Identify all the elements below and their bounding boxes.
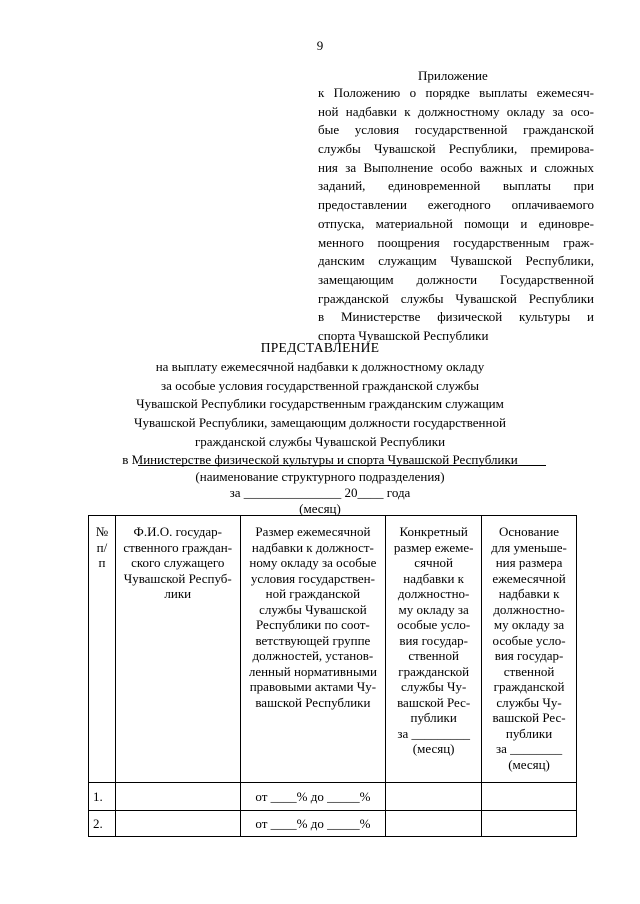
- period-line: за _______________ 20____ года: [229, 485, 411, 500]
- row-range: от ____% до _____%: [240, 783, 386, 811]
- header-line: Ф.И.О. государ-: [133, 524, 222, 539]
- appendix-line: данским служащим Чувашской Республики,: [318, 253, 594, 269]
- header-line: (месяц): [412, 741, 455, 756]
- subtitle-line: на выплату ежемесячной надбавки к должностному окладу: [155, 359, 485, 374]
- department-fill-line: [138, 465, 546, 466]
- header-line: вия государ-: [399, 632, 468, 648]
- appendix-line: замещающим должности Государственной: [318, 271, 594, 287]
- table-row: [89, 783, 577, 811]
- header-line: правовыми актами Чу-: [249, 679, 377, 694]
- allowance-table: [88, 515, 577, 837]
- subtitle-line: в Министерстве физической культуры и спорта Чувашской Республики: [122, 452, 518, 468]
- header-line: вашской Республики: [255, 694, 371, 710]
- appendix-line: заданий, единовременной выплаты при: [318, 178, 594, 194]
- header-line: особые усло-: [397, 617, 471, 632]
- header-line: ственной: [408, 648, 459, 663]
- header-line: надбавки к: [498, 586, 560, 601]
- header-line: особые усло-: [492, 632, 566, 648]
- header-line: сячной: [414, 555, 453, 570]
- header-line: надбавки к: [403, 570, 464, 586]
- header-line: службы Чувашской: [259, 601, 367, 617]
- appendix-line: службы Чувашской Республики, премирова-: [318, 141, 594, 157]
- table-row: [89, 811, 577, 837]
- header-fio: [115, 516, 240, 783]
- header-allowance-range: [240, 516, 386, 783]
- header-number: [89, 516, 116, 783]
- header-line: (месяц): [508, 756, 550, 772]
- header-line: Конкретный: [399, 524, 468, 539]
- header-line: ветствующей группе: [255, 632, 371, 648]
- header-line: п/: [96, 539, 108, 555]
- header-line: вия государ-: [494, 648, 564, 663]
- row-fio: [115, 811, 240, 837]
- appendix-line: в Министерстве физической культуры и: [318, 309, 594, 325]
- header-line: службы Чу-: [496, 694, 562, 710]
- appendix-line: бые условия государственной гражданской: [318, 122, 594, 138]
- row-reason: [482, 783, 577, 811]
- header-line: должностей, установ-: [252, 648, 374, 663]
- appendix-line: спорта Чувашской Республики: [318, 327, 489, 343]
- row-amount: [386, 811, 482, 837]
- appendix-line: гражданской службы Чувашской Республики: [318, 290, 594, 306]
- row-reason: [482, 811, 577, 837]
- page-number: 9: [316, 38, 324, 53]
- subtitle-line: гражданской службы Чувашской Республики: [194, 433, 446, 449]
- header-line: условия государствен-: [250, 570, 375, 586]
- header-line: вашской Рес-: [492, 710, 566, 725]
- header-line: ственной: [503, 663, 555, 679]
- row-fio: [115, 783, 240, 811]
- header-line: лики: [164, 586, 192, 601]
- header-line: вашской Рес-: [397, 694, 471, 710]
- header-line: службы Чу-: [401, 679, 467, 694]
- header-line: ному окладу за особые: [249, 555, 377, 570]
- header-line: Республики по соот-: [255, 617, 370, 632]
- month-caption: (месяц): [299, 501, 341, 516]
- appendix-line: к Положению о порядке выплаты ежемесяч-: [318, 85, 594, 100]
- subtitle-line: Чувашской Республики, замещающим должности государственной: [134, 415, 506, 431]
- header-line: публики: [505, 725, 553, 741]
- appendix-line: ния за Выполнение особо важных и сложных: [318, 159, 594, 175]
- header-line: п: [98, 555, 106, 570]
- appendix-line: отпуска, материальной помощи и единовре-: [318, 215, 594, 231]
- header-line: гражданской: [493, 679, 565, 694]
- table-header-row: [89, 516, 577, 783]
- header-line: публики: [410, 710, 457, 725]
- header-line: Размер ежемесячной: [255, 524, 371, 539]
- appendix-line: менного поощрения государственным граж-: [318, 234, 594, 250]
- row-amount: [386, 783, 482, 811]
- header-line: ния размера: [495, 555, 563, 570]
- header-line: гражданской: [398, 663, 470, 679]
- row-number: 1.: [89, 783, 116, 811]
- row-range: от ____% до _____%: [240, 811, 386, 837]
- department-caption: (наименование структурного подразделения): [195, 469, 445, 484]
- header-line: ленный нормативными: [248, 663, 377, 679]
- header-line: для уменьше-: [491, 539, 567, 555]
- header-line: должностно-: [493, 601, 565, 617]
- subtitle-line: за особые условия государственной гражданской службы: [161, 377, 479, 393]
- header-line: размер ежеме-: [393, 539, 474, 555]
- header-line: за _________: [397, 725, 470, 741]
- appendix-line: предоставлении ежегодного оплачиваемого: [318, 197, 594, 213]
- header-line: ежемесячной: [492, 570, 566, 586]
- document-title: ПРЕДСТАВЛЕНИЕ: [260, 340, 380, 355]
- appendix-line: ной надбавки к должностному окладу за осо-: [318, 103, 594, 119]
- header-specific-amount: [386, 516, 482, 783]
- header-line: должностно-: [397, 586, 470, 601]
- appendix-text: [318, 84, 594, 346]
- header-line: №: [95, 524, 109, 539]
- document-subtitle: [0, 358, 640, 470]
- row-number: 2.: [89, 811, 116, 837]
- header-line: му окладу за: [398, 601, 469, 617]
- header-line: ского служащего: [131, 555, 225, 570]
- header-line: Основание: [499, 524, 560, 539]
- header-line: Чувашской Респуб-: [123, 570, 232, 586]
- appendix-title: Приложение: [418, 68, 488, 83]
- header-reduction-reason: [482, 516, 577, 783]
- header-line: ственного граждан-: [123, 539, 233, 555]
- header-line: му окладу за: [493, 617, 565, 632]
- subtitle-line: Чувашской Республики государственным гражданским служащим: [136, 396, 504, 412]
- header-line: за ________: [495, 741, 563, 756]
- header-line: надбавки к должност-: [251, 539, 374, 555]
- header-line: ной гражданской: [265, 586, 361, 601]
